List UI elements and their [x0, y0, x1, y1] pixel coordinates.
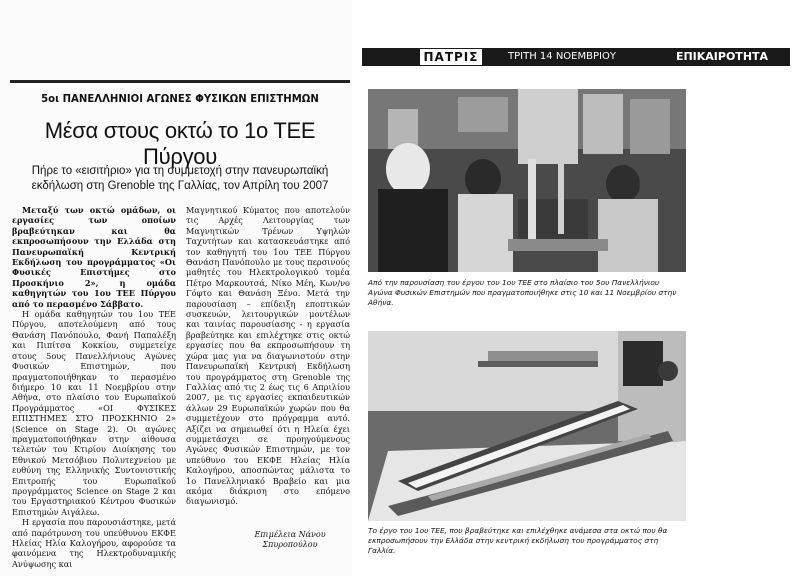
col1-paragraph-2: Η ομάδα καθηγητών του 1ου ΤΕΕ Πύργου, αποτελούμενη από τους Θανάση Πανόπουλο, Φανή Παπαλέξη και Πιπίτσα Κοκκίου, συμμετείχε στους 5ους Πανελλήνιους Αγώνες Φυσικών Επιστημών, που πραγματοποιήθηκαν το περασμένο διήμερο 10 και 11 Νοεμβρίου στην Αθήνα, στο πλαίσιο του Ευρωπαϊκού Προγράμματος «ΟΙ ΦΥΣΙΚΕΣ ΕΠΙΣΤΗΜΕΣ ΣΤΟ ΠΡΟΣΚΗΝΙΟ 2» (Science on Stage 2). Οι αγώνες πραγματοποιήθηκαν στην αίθουσα τελετών του Κτιρίου Διοίκησης του Εθνικού Μετσόβιου Πολυτεχνείου με ευθύνη της Ελληνικής Συντονιστικής Επιτροπής του Ευρωπαϊκού προγράμματος Science on Stage 2 και του Εργαστηριακού Κέντρου Φυσικών Επιστημών Αιγάλεω.: [12, 309, 176, 517]
article-kicker: 5οι ΠΑΝΕΛΛΗΝΙΟΙ ΑΓΩΝΕΣ ΦΥΣΙΚΩΝ ΕΠΙΣΤΗΜΩΝ: [41, 92, 319, 105]
signature-line-2: Σπυροπούλου: [262, 540, 318, 549]
article-column-2: [186, 205, 350, 507]
col2-paragraph-1: Μαγνητικού Κύματος που αποτελούν τις Αρχές Λειτουργίας των Μαγνητικών Τρένων Υψηλών Ταχυτήτων και κατασκευάστηκε από τον καθηγητή του 1ου ΤΕΕ Πύργου Θανάση Πανόπουλο με τους περσινούς μαθητές του Ηλεκτρολογικού τομέα Πέτρο Μαρκουτσά, Νίκο Μέη, Κων/νο Γόφτο και Θανάση Ξένο. Μετά την παρουσίαση – επίδειξη εποπτικών συσκευών, λειτουργικών μοντέλων και ταινίας παρουσίασης - η εργασία βραβεύτηκε και επιλέχτηκε στις οκτώ εργασίες που θα εκπροσωπήσουν τη χώρα μας για να διαγωνιστούν στην Πανευρωπαϊκή Κεντρική Εκδήλωση του προγράμματος στη Grenoble της Γαλλίας από τις 2 έως τις 6 Απριλίου 2007, με τις εργασίες εκπαιδευτικών άλλων 29 Ευρωπαϊκών χωρών που θα συμμετέχουν στο πρόγραμμα αυτό. Αξίζει να σημειωθεί ότι η Ηλεία έχει συμμετάσχει σε προηγούμενους Αγώνες Φυσικών Επιστημών, με τον υπεύθυνο του ΕΚΦΕ Ηλείας Ηλία Καλογήρου, αποσπώντας μάλιστα το 1ο Πανελληνιακό Βραβείο και μια ακόμα διάκριση στο επόμενο διαγωνισμό.: [186, 205, 350, 507]
col1-paragraph-1: Μεταξύ των οκτώ ομάδων, οι εργασίες των οποίων βραβεύτηκαν και θα εκπροσωπήσουν την Ελλάδα στη Πανευρωπαϊκή Κεντρική Εκδήλωση του προγράμματος «Οι Φυσικές Επιστήμες στο Προσκήνιο 2», η ομάδα καθηγητών του 1ου ΤΕΕ Πύργου από το περασμένο Σάββατο.: [12, 205, 176, 309]
masthead-section: ΕΠΙΚΑΙΡΟΤΗΤΑ: [675, 50, 769, 63]
photo-maglev-model-image: [368, 331, 686, 521]
photo-caption-bottom: Το έργο του 1ου ΤΕΕ, που βραβεύτηκε και επιλέχθηκε ανάμεσα στα οκτώ που θα εκπροσωπήσουν την Ελλάδα στην κεντρική εκδήλωση του προγράμματος στη Γαλλία.: [368, 526, 668, 555]
masthead-name: ΠΑΤΡΙΣ: [420, 49, 482, 65]
article-headline: Μέσα στους οκτώ το 1ο ΤΕΕ Πύργου: [44, 118, 316, 169]
photo-presentation-image: [368, 89, 686, 272]
photo-caption-top: Από την παρουσίαση του έργου του 1ου ΤΕΕ στο πλαίσιο του 5ου Πανελλήνιου Αγώνα Φυσικών Επιστημών που πραγματοποιήθηκε στις 10 και 11 Νοεμβρίου στην Αθήνα.: [368, 278, 677, 307]
masthead-date: ΤΡΙΤΗ 14 ΝΟΕΜΒΡΙΟΥ 2006: [508, 51, 616, 76]
article-top-rule: [10, 80, 350, 83]
article-subhead: Πήρε το «εισιτήριο» για τη συμμετοχή στην πανευρωπαϊκή εκδήλωση στη Grenoble της Γαλλίας, τον Απρίλη του 2007: [31, 165, 329, 192]
article-signature: [230, 530, 350, 550]
article-column-1: [12, 205, 176, 569]
col1-paragraph-3: Η εργασία που παρουσιάστηκε, μετά από παρότρυνση του υπεύθυνου ΕΚΦΕ Ηλείας Ηλία Καλογήρου, αφορούσε τα φαινόμενα της Ηλεκτροδυναμικής Ανύψωσης και: [12, 517, 176, 569]
photo-presentation: [368, 89, 686, 272]
photo-maglev-model: [368, 331, 686, 521]
signature-line-1: Επιμέλεια Νάνου: [254, 530, 326, 539]
